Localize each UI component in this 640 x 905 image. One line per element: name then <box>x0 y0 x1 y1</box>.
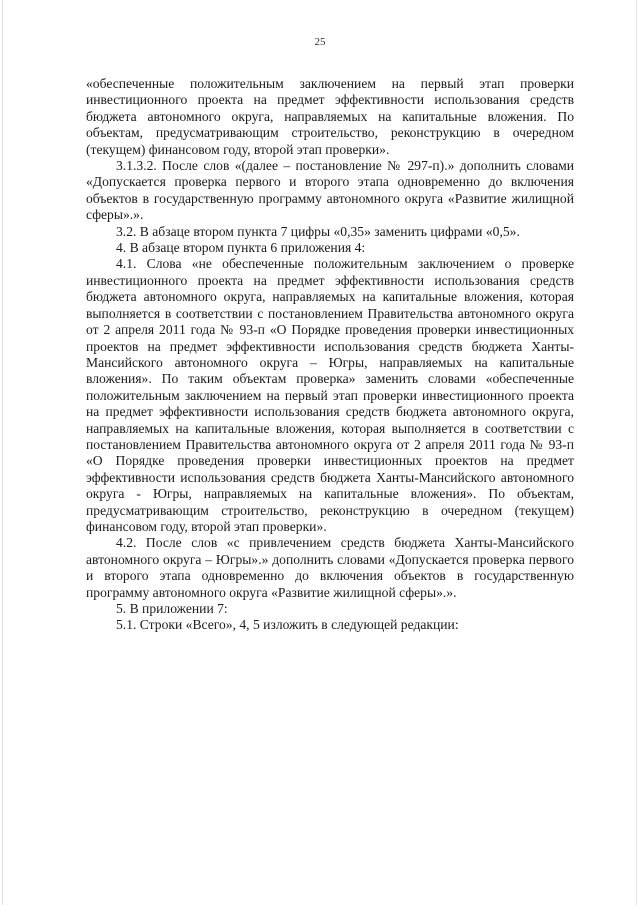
page-number: 25 <box>314 36 326 48</box>
scan-edge-left <box>2 0 3 905</box>
paragraph-5-1: 5.1. Строки «Всего», 4, 5 изложить в следующей редакции: <box>116 617 459 633</box>
paragraph-5: 5. В приложении 7: <box>116 601 228 616</box>
paragraph-continuation: «обеспеченные положительным заключением на первый этап проверки инвестиционного проекта на предмет эффективности использования средств бюджета автономного округа, направляемых на капитальные вложения. По объектам, предусматривающим строительство, реконструкцию в очередном (текущем) финансовом году, второй этап проверки». <box>86 76 574 157</box>
paragraph-4-1: 4.1. Слова «не обеспеченные положительным заключением о проверке инвестиционного проекта на предмет эффективности использования средств бюджета автономного округа, направляемых на капитальные вложения, которая выполняется в соответствии с постановлением Правительства автономного округа от 2 апреля 2011 года № 93-п «О Порядке проведения проверки инвестиционных проектов на предмет эффективности использования средств бюджета Ханты-Мансийского автономного округа – Югры, направляемых на капитальные вложения». По таким объектам проверка» заменить словами «обеспеченные положительным заключением на первый этап проверки инвестиционного проекта на предмет эффективности использования средств бюджета автономного округа, направляемых на капитальные вложения, которая выполняется в соответствии с постановлением Правительства автономного округа от 2 апреля 2011 года № 93-п «О Порядке проведения проверки инвестиционных проектов на предмет эффективности использования средств бюджета Ханты-Мансийского автономного округа - Югры, направляемых на капитальные вложения». По объектам, предусматривающим строительство, реконструкцию в очередном (текущем) финансовом году, второй этап проверки». <box>86 256 574 534</box>
paragraph-3-2: 3.2. В абзаце втором пункта 7 цифры «0,35» заменить цифрами «0,5». <box>116 223 520 239</box>
paragraph-3-1-3-2: 3.1.3.2. После слов «(далее – постановление № 297-п).» дополнить словами «Допускается проверка первого и второго этапа одновременно до включения объектов в государственную программу автономного округа «Развитие жилищной сферы».». <box>86 158 574 223</box>
document-body <box>86 76 574 634</box>
paragraph-4: 4. В абзаце втором пункта 6 приложения 4: <box>116 240 366 256</box>
paragraph-4-2: 4.2. После слов «с привлечением средств бюджета Ханты-Мансийского автономного округа – Югры».» дополнить словами «Допускается проверка первого и второго этапа одновременно до включения объектов в государственную программу автономного округа «Развитие жилищной сферы».». <box>86 535 574 600</box>
scan-edge-right <box>636 0 637 905</box>
